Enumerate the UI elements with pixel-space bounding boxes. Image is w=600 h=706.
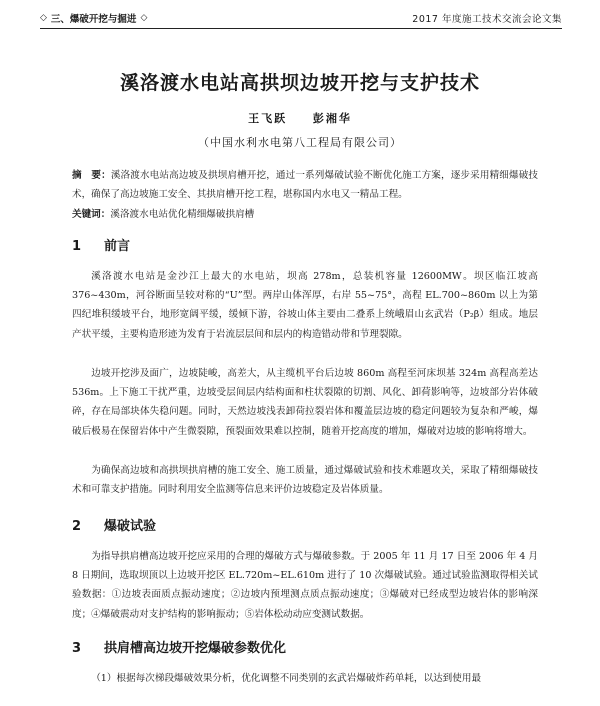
- keywords-label: 关键词：: [72, 209, 111, 220]
- keywords: [72, 205, 538, 224]
- section-heading: [72, 637, 286, 656]
- diamond-icon: ◇: [140, 13, 148, 23]
- abstract: [72, 166, 538, 204]
- keywords-text: 溪洛渡水电站优化精细爆破拱肩槽: [110, 209, 255, 220]
- paragraph: 边坡开挖涉及面广，边坡陡峻，高差大，从主缆机平台后边坡 860m 高程至河床坝基 324m 高程高差达 536m。上下施工干扰严重，边坡受层间层内结构面和柱状裂隙的切割、风化、卸荷影响等，边坡部分岩体破碎，存在局部块体失稳问题。同时，天然边坡浅表卸荷拉裂岩体和覆盖层边坡的稳定问题较为复杂和严峻，爆破后极易在保留岩体中产生微裂隙，预裂面效果难以控制，随着开挖高度的增加，爆破对边坡的影响将增大。: [72, 368, 538, 437]
- section-number: 2: [72, 519, 82, 534]
- proceedings-title: 2017 年度施工技术交流会论文集: [412, 14, 562, 25]
- paragraph: 溪洛渡水电站是金沙江上最大的水电站，坝高 278m，总装机容量 12600MW。坝区临江坡高 376~430m，河谷断面呈较对称的“U”型。两岸山体浑厚，右岸 55~75°，高程 EL.700~860m 以上为第四纪堆积缓坡平台，地形宽阔平缓，缓倾下游，谷坡山体主要由二叠系上统峨眉山玄武岩（P₂β）组成。地层产状平缓，主要构造形迹为发育于岩流层层间和层内的构造错动带和节理裂隙。: [72, 271, 538, 340]
- author-name: 王飞跃: [248, 112, 288, 125]
- abstract-text: 溪洛渡水电站高边坡及拱坝肩槽开挖，通过一系列爆破试验不断优化施工方案，逐步采用精细爆破技术，确保了高边坡施工安全、其拱肩槽开挖工程，堪称国内水电又一精品工程。: [72, 170, 538, 200]
- diamond-icon: ◇: [40, 13, 47, 23]
- authors: [0, 110, 600, 126]
- running-header: [40, 8, 562, 29]
- running-header-left: [40, 11, 147, 25]
- paragraph: 为确保高边坡和高拱坝拱肩槽的施工安全、施工质量，通过爆破试验和技术难题攻关，采取了精细爆破技术和可靠支护措施。同时利用安全监测等信息来评价边坡稳定及岩体质量。: [72, 465, 538, 496]
- section-title: 爆破试验: [104, 519, 157, 534]
- section-heading: [72, 235, 130, 254]
- author-name: 彭湘华: [312, 112, 352, 125]
- section-number: 1: [72, 239, 82, 254]
- affiliation: （中国水利水电第八工程局有限公司）: [198, 136, 402, 149]
- abstract-label: 摘 要：: [72, 170, 111, 181]
- section-title: 前言: [104, 239, 131, 254]
- paragraph: （1）根据每次梯段爆破效果分析，优化调整不同类别的玄武岩爆破炸药单耗，以达到使用最: [91, 673, 482, 684]
- paper-title: 溪洛渡水电站高拱坝边坡开挖与支护技术: [119, 72, 480, 94]
- section-heading: [72, 515, 156, 534]
- section-title: 拱肩槽高边坡开挖爆破参数优化: [104, 641, 287, 656]
- section-number: 3: [72, 641, 82, 656]
- section-label: 三、爆破开挖与掘进: [50, 14, 137, 25]
- paragraph: 为指导拱肩槽高边坡开挖应采用的合理的爆破方式与爆破参数。于 2005 年 11 月 17 日至 2006 年 4 月 8 日期间，选取坝顶以上边坡开挖区 EL.720m~EL.610m 进行了 10 次爆破试验。通过试验监测取得相关试验数据：①边坡表面质点振动速度；②边坡内预埋测点质点振动速度；③爆破对已经成型边坡岩体的影响深度；④爆破震动对支护结构的影响振动；⑤岩体松动动应变测试数据。: [72, 551, 538, 620]
